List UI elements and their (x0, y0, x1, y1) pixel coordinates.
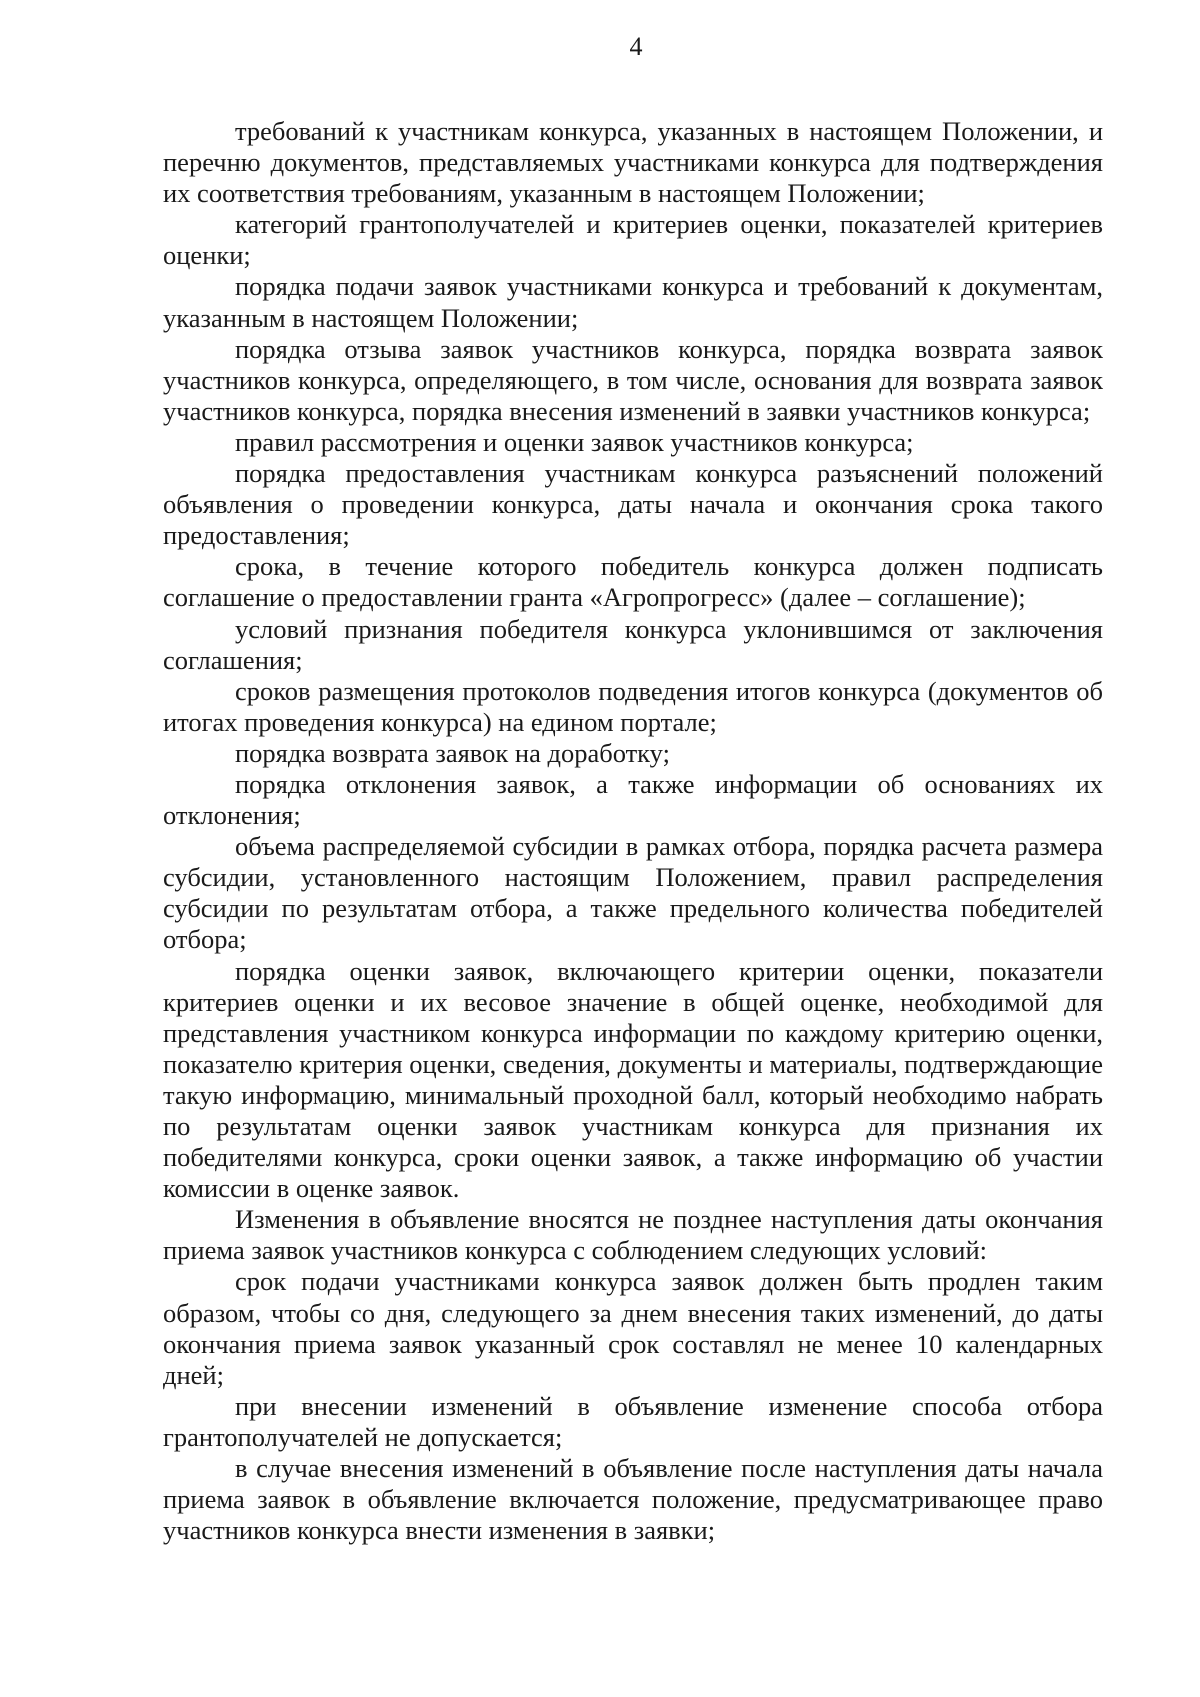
paragraph-protocol-terms: сроков размещения протоколов подведения итогов конкурса (документов об итогах проведения конкурса) на едином портале; (163, 675, 1103, 737)
paragraph-method-change: при внесении изменений в объявление изменение способа отбора грантополучателей не допускается; (163, 1390, 1103, 1452)
paragraph-review-rules: правил рассмотрения и оценки заявок участников конкурса; (235, 426, 914, 457)
paragraph-amendment-rights: в случае внесения изменений в объявление после наступления даты начала приема заявок в объявление включается положение, предусматривающее право участников конкурса внести изменения в заявки; (163, 1453, 1103, 1546)
paragraph-evasion-conditions: условий признания победителя конкурса уклонившимся от заключения соглашения; (163, 613, 1103, 675)
paragraph-signing-term: срока, в течение которого победитель конкурса должен подписать соглашение о предоставлении гранта «Агропрогресс» (далее – соглашение); (163, 551, 1103, 613)
page-number: 4 (629, 32, 643, 61)
paragraph-amendments: Изменения в объявление вносятся не позднее наступления даты окончания приема заявок участников конкурса с соблюдением следующих условий: (163, 1204, 1103, 1266)
paragraph-evaluation-order: порядка оценки заявок, включающего критерии оценки, показатели критериев оценки и их весовое значение в общей оценке, необходимой для представления участником конкурса информации по каждому критерию оценки, показателю критерия оценки, сведения, документы и материалы, подтверждающие такую информацию, минимальный проходной балл, который необходимо набрать по результатам оценки заявок участникам конкурса для признания их победителями конкурса, сроки оценки заявок, а также информацию об участии комиссии в оценке заявок. (163, 955, 1103, 1204)
paragraph-clarifications: порядка предоставления участникам конкурса разъяснений положений объявления о проведении конкурса, даты начала и окончания срока такого предоставления; (163, 458, 1103, 551)
document-body (163, 116, 1103, 1546)
paragraph-rejection-order: порядка отклонения заявок, а также информации об основаниях их отклонения; (163, 768, 1103, 831)
paragraph-categories: категорий грантополучателей и критериев оценки, показателей критериев оценки; (163, 209, 1103, 271)
paragraph-requirements: требований к участникам конкурса, указанных в настоящем Положении, и перечню документов, представляемых участниками конкурса для подтверждения их соответствия требованиям, указанным в настоящем Положении; (163, 116, 1103, 209)
paragraph-withdrawal-order: порядка отзыва заявок участников конкурса, порядка возврата заявок участников конкурса, определяющего, в том числе, основания для возврата заявок участников конкурса, порядка внесения изменений в заявки участников конкурса; (163, 333, 1103, 426)
paragraph-submission-order: порядка подачи заявок участниками конкурса и требований к документам, указанным в настоящем Положении; (163, 271, 1103, 333)
paragraph-subsidy-volume: объема распределяемой субсидии в рамках отбора, порядка расчета размера субсидии, установленного настоящим Положением, правил распределения субсидии по результатам отбора, а также предельного количества победителей отбора; (163, 831, 1103, 955)
paragraph-deadline-extension: срок подачи участниками конкурса заявок должен быть продлен таким образом, чтобы со дня, следующего за днем внесения таких изменений, до даты окончания приема заявок указанный срок составлял не менее 10 календарных дней; (163, 1266, 1103, 1390)
paragraph-return-for-revision: порядка возврата заявок на доработку; (235, 737, 670, 768)
